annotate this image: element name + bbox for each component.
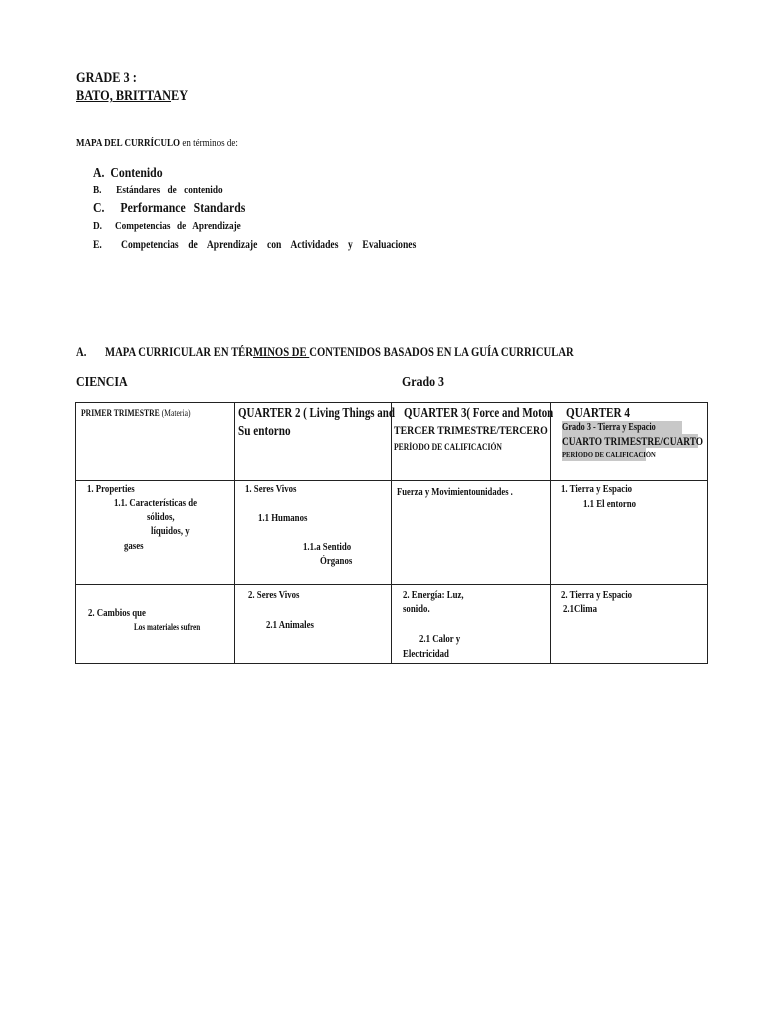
- section-title-underlined: MINOS DE: [252, 344, 310, 359]
- list-mark: D.: [93, 220, 102, 232]
- list-item-b: [93, 184, 247, 196]
- list-text: Estándares de contenido: [116, 184, 223, 196]
- row1-col4-line1: 1. Tierra y Espacio: [561, 483, 633, 495]
- row1-col1-line4: líquidos, y: [151, 525, 190, 537]
- grade-heading: GRADE 3 :: [76, 70, 137, 86]
- col4-header: QUARTER 4: [566, 406, 631, 421]
- row2-col3-line1: 2. Energía: Luz,: [403, 589, 464, 601]
- map-intro: [76, 137, 274, 149]
- row2-col1-line1: 2. Cambios que: [88, 607, 146, 619]
- list-item-e: [93, 237, 497, 252]
- row2-col3-line2: sonido.: [403, 603, 430, 615]
- list-text: Contenido: [110, 166, 163, 181]
- column-divider: [234, 403, 235, 663]
- list-text: Performance Standards: [120, 201, 246, 216]
- col4-header-line2: Grado 3 - Tierra y Espacio: [562, 421, 682, 434]
- list-mark: E.: [93, 237, 102, 251]
- list-mark: B.: [93, 184, 102, 196]
- map-intro-rest: en términos de:: [182, 137, 238, 149]
- row1-col2-line2: 1.1 Humanos: [258, 512, 308, 524]
- row1-col2-line1: 1. Seres Vivos: [245, 483, 297, 495]
- col4-header-line3: CUARTO TRIMESTRE/CUARTO: [562, 434, 704, 448]
- row2-col3-line4: Electricidad: [403, 648, 449, 660]
- row2-col3-line3: 2.1 Calor y: [419, 633, 461, 645]
- row2-col2-line1: 2. Seres Vivos: [248, 589, 300, 601]
- row1-col1-line1: 1. Properties: [87, 483, 135, 495]
- section-mark: A.: [76, 344, 87, 359]
- section-title-a: MAPA CURRICULAR EN TÉR: [105, 344, 253, 359]
- row-divider: [76, 480, 707, 481]
- list-item-a: [93, 166, 176, 182]
- student-name: [76, 88, 213, 105]
- list-item-d: [93, 220, 269, 232]
- row1-col1-line3: sólidos,: [147, 511, 175, 523]
- curriculum-table: [75, 402, 708, 664]
- col3-header-line2: TERCER TRIMESTRE/TERCERO: [394, 423, 548, 437]
- col4-header-line4: PERÍODO DE CALIFICACIÓN: [562, 448, 646, 461]
- list-item-c: [93, 201, 274, 217]
- col1-header: PRIMER TRIMESTRE (Materia): [81, 408, 191, 418]
- row1-col4-line2: 1.1 El entorno: [583, 498, 637, 510]
- column-divider: [550, 403, 551, 663]
- section-title-c: CONTENIDOS BASADOS EN LA GUÍA CURRICULAR: [309, 344, 574, 359]
- subject-label: CIENCIA: [76, 375, 128, 390]
- row-divider: [76, 584, 707, 585]
- student-name-tail: EY: [171, 88, 189, 104]
- col2-header-line2: Su entorno: [238, 424, 291, 439]
- section-heading: [76, 344, 683, 360]
- row1-col2-line3: 1.1.a Sentido: [303, 541, 352, 553]
- row2-col2-line2: 2.1 Animales: [266, 619, 314, 631]
- col2-header: QUARTER 2 ( Living Things and: [238, 406, 395, 421]
- map-intro-bold: MAPA DEL CURRÍCULO: [76, 137, 181, 149]
- list-text: Competencias de Aprendizaje con Actividades y Evaluaciones: [121, 237, 417, 251]
- list-mark: C.: [93, 201, 105, 216]
- col3-header-line3: PERÍODO DE CALIFICACIÓN: [394, 442, 502, 452]
- list-mark: A.: [93, 166, 105, 181]
- row2-col4-line2: 2.1Clima: [563, 603, 597, 615]
- row1-col2-line4: Órganos: [320, 555, 353, 567]
- row1-col3: Fuerza y Movimientounidades .: [397, 486, 513, 498]
- row1-col1-line2: 1.1. Características de: [114, 497, 198, 509]
- student-name-underlined: BATO, BRITTAN: [76, 88, 172, 104]
- col3-header: QUARTER 3( Force and Moton: [404, 406, 554, 421]
- row1-col1-line5: gases: [124, 540, 144, 552]
- row2-col1-line2: Los materiales sufren: [134, 622, 201, 632]
- row2-col4-line1: 2. Tierra y Espacio: [561, 589, 633, 601]
- column-divider: [391, 403, 392, 663]
- grade-label: Grado 3: [402, 375, 444, 390]
- list-text: Competencias de Aprendizaje: [115, 220, 241, 232]
